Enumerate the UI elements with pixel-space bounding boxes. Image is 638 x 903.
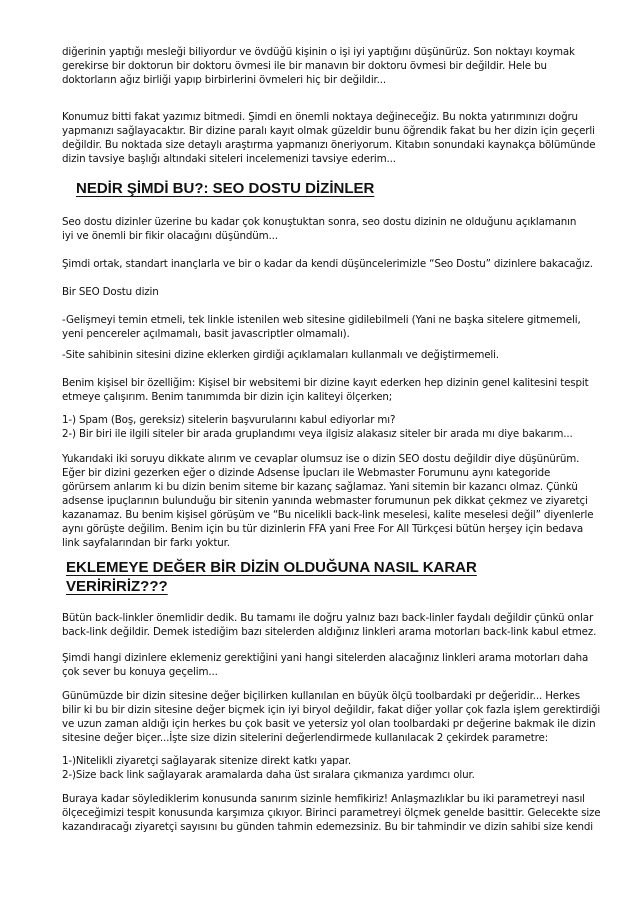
paragraph-parameters [62,754,475,782]
text-line: çok sever bu konuya geçelim... [62,666,218,678]
text-line: Bütün back-linkler önemlidir dedik. Bu tamamı ile doğru yalnız bazı back-linler faydalı değildir çünkü onlar [62,612,594,624]
heading-text: VERİRİRİZ??? [66,578,168,595]
paragraph-rule-1 [62,313,581,341]
text-line: kazanamaz. Bu benim kişisel görüşüm ve “Bu nicelikli back-link meselesi, kalite meselesi değil” diyenlerle [62,509,594,521]
paragraph-personal-trait [62,376,589,404]
text-line: Günümüzde bir dizin sitesine değer biçilirken kullanılan en büyük ölçü toolbardaki pr değeridir... Herkes [62,690,580,702]
text-line: ölçeceğimizi tespit konusunda karşımıza çıkıyor. Birinci parametreyi ölçmek genelde basittir. Gelecekte size [62,807,601,819]
paragraph-evaluation [62,452,593,550]
text-line: sitesine değer biçer...İşte size dizin sitelerini değerlendirmede kullanılacak 2 çekirdek parametre: [62,732,549,744]
text-line: ve uzun zaman aldığı için herkes bu çok basit ve yetersiz yol olan toolbardaki pr değerine bakmak ile dizin [62,718,596,730]
text-line: etmeye çalışırım. Benim tanımımda bir dizin için kaliteyi ölçerken; [62,391,393,403]
text-line: yeni pencereler açılmamalı, basit javascriptler olmamalı). [62,328,350,340]
text-line: Bir SEO Dostu dizin [62,286,159,298]
text-line: kazandıracağı ziyaretçi sayısını bu günden tahmin edemezsiniz. Bu bir tahmindir ve dizin sahibi size kendi [62,821,594,833]
paragraph-seo-dostu-dizin [62,285,159,299]
text-line: aynı görüşte değilim. Benim için bu tür dizinlerin FFA yani Free For All Türkçesi bütün herşey için bedava [62,523,584,535]
text-line: -Gelişmeyi temin etmeli, tek linkle istenilen web sitesine gidilebilmeli (Yani ne başka sitelere gitmemeli, [62,314,581,326]
paragraph-quality-questions [62,413,573,441]
paragraph-agreement [62,792,601,834]
text-line: dizin tavsiye başlığı altındaki siteleri incelemenizi tavsiye ederim... [62,153,396,165]
text-line: yapmanızı sağlayacaktır. Bir dizine paralı kayıt olmak güzeldir bunu öğrendik fakat bu her dizin için geçerli [62,125,595,137]
paragraph-intro-end [62,45,575,87]
text-line: Buraya kadar söylediklerim konusunda sanırım sizinle hemfikiriz! Anlaşmazlıklar bu iki parametreyi nasıl [62,793,585,805]
text-line: 2-)Size back link sağlayarak aramalarda daha üst sıralara çıkmanıza yardımcı olur. [62,769,475,781]
section-heading-eklemeye-deger [66,558,477,596]
text-line: Eğer bir dizini gezerken eğer o dizinde Adsense İpucları ile Webmaster Forumunu aynı kategoride [62,467,551,479]
text-line: back-link değildir. Demek istediğim bazı sitelerden aldığınız linkleri arama motorları back-link kabul etmez. [62,626,597,638]
paragraph-standard-beliefs [62,257,593,271]
text-line: 1-)Nitelikli ziyaretçi sağlayarak sitenize direkt katkı yapar. [62,755,352,767]
paragraph-pagerank [62,689,600,745]
text-line: Konumuz bitti fakat yazımız bitmedi. Şimdi en önemli noktaya değineceğiz. Bu nokta yatırımınızı doğru [62,111,578,123]
paragraph-backlinks [62,611,596,639]
text-line: Seo dostu dizinler üzerine bu kadar çok konuştuktan sonra, seo dostu dizinin ne olduğunu açıklamanın [62,216,577,228]
text-line: 2-) Bir biri ile ilgili siteler bir arada gruplandımı veya ilgisiz alakasız siteler bir arada mı diye bakarım... [62,428,573,440]
text-line: adsense ipuçlarının bulunduğu bir sitenin yanında webmaster forumunun pek dikkat çekmez ve ziyaretçi [62,495,588,507]
text-line: Yukarıdaki iki soruyu dikkate alırım ve cevaplar olumsuz ise o dizin SEO dostu değildir diye düşünürüm. [62,453,580,465]
text-line: link sayfalarından bir farkı yoktur. [62,537,230,549]
text-line: Şimdi ortak, standart inançlarla ve bir o kadar da kendi düşüncelerimizle “Seo Dostu” dizinlere bakacağız. [62,258,593,270]
paragraph-which-directories [62,651,588,679]
text-line: doktorların ağız birliği yapıp birbirlerini övmeleri hiç bir değildir... [62,74,387,86]
text-line: iyi ve önemli bir fikir olacağını düşündüm... [62,230,278,242]
text-line: Benim kişisel bir özelliğim: Kişisel bir websitemi bir dizine kayıt ederken hep dizinin genel kalitesini tespit [62,377,589,389]
text-line: 1-) Spam (Boş, gereksiz) sitelerin başvurularını kabul ediyorlar mı? [62,414,396,426]
text-line: değildir. Bu noktada size detaylı araştırma yapmanızı öneriyorum. Kitabın sonundaki kaynakça bölümünde [62,139,596,151]
paragraph-seo-intro [62,215,576,243]
section-heading-seo-dostu [76,180,374,198]
text-line: diğerinin yaptığı mesleği biliyordur ve övdüğü kişinin o işi iyi yaptığını düşünürüz. Son noktayı koymak [62,46,575,58]
heading-text: NEDİR ŞİMDİ BU?: SEO DOSTU DİZİNLER [76,180,375,197]
heading-text: EKLEMEYE DEĞER BİR DİZİN OLDUĞUNA NASIL KARAR [66,559,477,576]
text-line: bilir ki bu bir dizin sitesine değer biçmek için iyi biryol değildir, fakat diğer yollar çok fazla işlem gerektirdiği [62,704,601,716]
text-line: -Site sahibinin sitesini dizine eklerken girdiği açıklamaları kullanmalı ve değiştirmemeli. [62,349,499,361]
text-line: görürsem anlarım ki bu dizin benim siteme bir kazanç sağlamaz. Yani sitemin bir kazancı olmaz. Çünkü [62,481,578,493]
paragraph-rule-2 [62,348,499,362]
text-line: Şimdi hangi dizinlere eklemeniz gerektiğini yani hangi sitelerden alacağınız linkleri arama motorları daha [62,652,589,664]
paragraph-conclusion [62,110,595,166]
text-line: gerekirse bir doktorun bir doktoru övmesi ile bir manavın bir doktoru övmesi bir değildir. Hele bu [62,60,547,72]
